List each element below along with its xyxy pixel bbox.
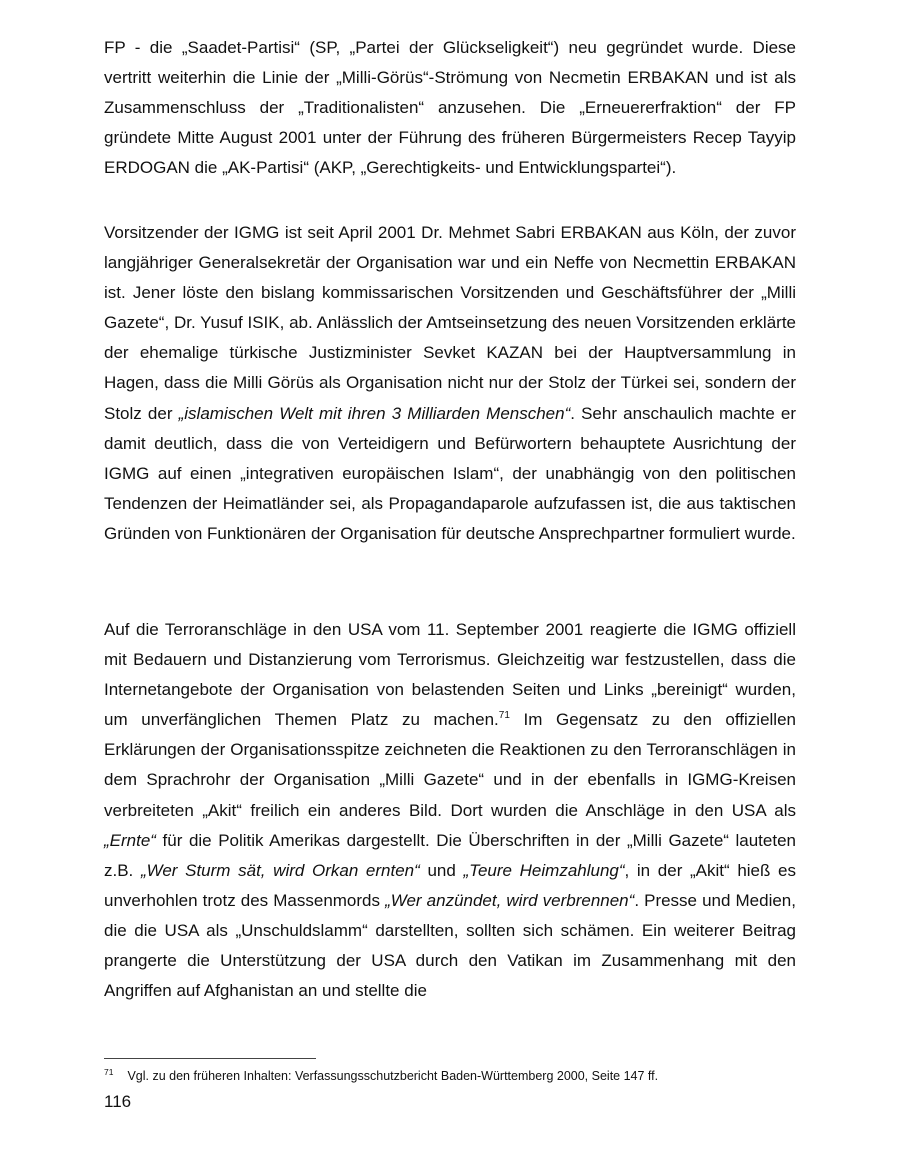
footnote (104, 1064, 804, 1084)
italic-quote: „Teure Heimzahlung“ (463, 860, 625, 880)
paragraph-1 (104, 33, 796, 183)
paragraph-3 (104, 615, 796, 1006)
text-run: Auf die Terroranschläge in den USA vom 11. September 2001 reagierte die IGMG offiziell mit Bedauern und Distanzierung vom Terrorismus. Gleichzeitig war festzustellen, dass die Internetangebote der Organisation von belastenden Seiten und Links „bereinigt“ wurden, um unverfänglichen Themen Platz zu machen. (104, 620, 796, 730)
text-run: . Sehr anschaulich machte er damit deutlich, dass die von Verteidigern und Befürwortern behauptete Ausrichtung der IGMG auf einen „integrativen europäischen Islam“, der unabhängig von den politischen Tendenzen der Heimatländer sei, als Propagandaparole aufzufassen ist, die aus taktischen Gründen von Funktionären der Organisation für deutsche Ansprechpartner formuliert wurde. (104, 403, 797, 543)
paragraph-2 (104, 218, 796, 549)
footnote-reference: 71 (498, 710, 510, 722)
text-run: Vorsitzender der IGMG ist seit April 2001 Dr. Mehmet Sabri ERBAKAN aus Köln, der zuvor langjähriger Generalsekretär der Organisation war und ein Neffe von Necmettin ERBAKAN ist. Jener löste den bislang kommissarischen Vorsitzenden und Geschäftsführer der „Milli Gazete“, Dr. Yusuf ISIK, ab. Anlässlich der Amtseinsetzung des neuen Vorsitzenden erklärte der ehemalige türkische Justizminister Sevket KAZAN bei der Hauptversammlung in Hagen, dass die Milli Görüs als Organisation nicht nur der Stolz der Türkei sei, sondern der Stolz der (104, 223, 796, 423)
footnote-marker: 71 (104, 1067, 114, 1077)
italic-quote: „Wer Sturm sät, wird Orkan ernten“ (140, 860, 420, 880)
footnote-text: Vgl. zu den früheren Inhalten: Verfassungsschutzbericht Baden-Württemberg 2000, Seite 147 ff. (127, 1069, 659, 1083)
page-number: 116 (104, 1092, 132, 1111)
text-run: FP - die „Saadet-Partisi“ (SP, „Partei der Glückseligkeit“) neu gegründet wurde. Diese vertritt weiterhin die Linie der „Milli-Görüs“-Strömung von Necmetin ERBAKAN und ist als Zusammenschluss der „Traditionalisten“ anzusehen. Die „Erneuererfraktion“ der FP gründete Mitte August 2001 unter der Führung des früheren Bürgermeisters Recep Tayyip ERDOGAN die „AK-Partisi“ (AKP, „Gerechtigkeits- und Entwicklungspartei“). (104, 38, 796, 178)
text-run: für die Politik Amerikas dargestellt. Die Überschriften in der „Milli Gazete“ lauteten z.B. (104, 830, 796, 880)
text-run: . Presse und Medien, die die USA als „Unschuldslamm“ darstellten, sollten sich schämen. Ein weiterer Beitrag prangerte die Unterstützung der USA durch den Vatikan im Zusammenhang mit den Angriffen auf Afghanistan an und stellte die (104, 890, 796, 1001)
text-run: , in der „Akit“ hieß es unverhohlen trotz des Massenmords (104, 860, 797, 910)
italic-quote: „islamischen Welt mit ihren 3 Milliarden Menschen“ (178, 403, 571, 423)
footnote-divider (104, 1058, 316, 1059)
italic-quote: „Ernte“ (104, 830, 156, 850)
text-run: Im Gegensatz zu den offiziellen Erklärungen der Organisationsspitze zeichneten die Reaktionen zu den Terroranschlägen in dem Sprachrohr der Organisation „Milli Gazete“ und in der ebenfalls in IGMG-Kreisen verbreiteten „Akit“ freilich ein anderes Bild. Dort wurden die Anschläge in den USA als (104, 710, 796, 820)
italic-quote: „Wer anzündet, wird verbrennen“ (385, 890, 635, 910)
text-run: und (419, 860, 464, 880)
